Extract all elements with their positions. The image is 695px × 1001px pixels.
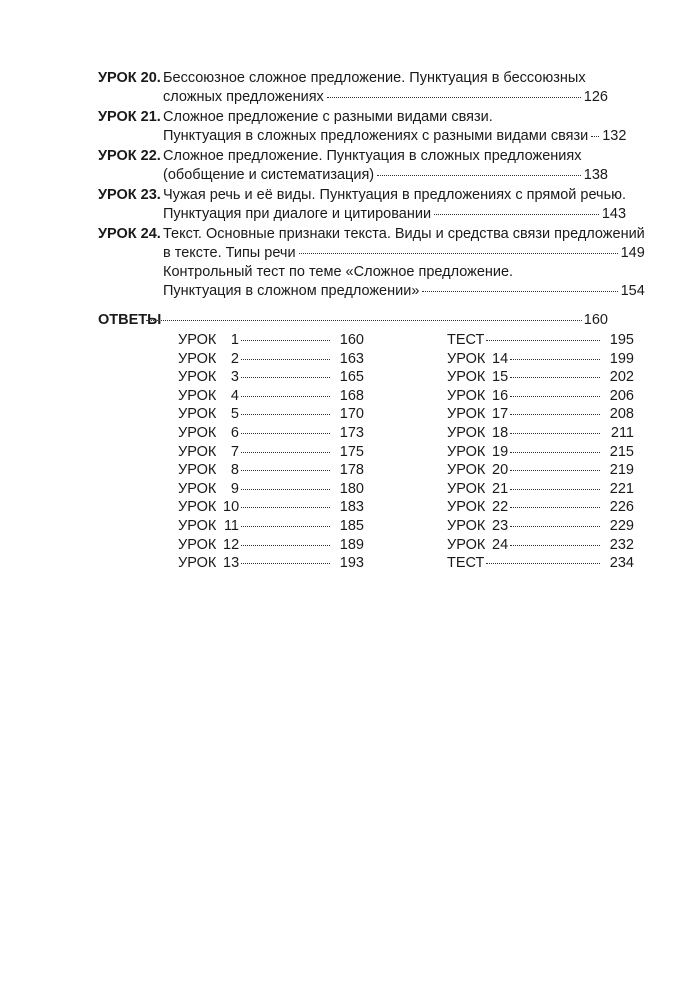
dot-leader bbox=[241, 489, 330, 490]
toc-entry-lesson-22[interactable] bbox=[98, 147, 608, 185]
page-number: 175 bbox=[339, 443, 364, 460]
dot-leader bbox=[146, 320, 582, 321]
row-word: УРОК bbox=[178, 350, 217, 367]
answers-row[interactable] bbox=[178, 350, 364, 369]
toc-line bbox=[163, 147, 608, 166]
row-num: 10 bbox=[223, 499, 240, 516]
page-number: 154 bbox=[620, 283, 645, 299]
dot-leader bbox=[327, 97, 581, 98]
answers-row[interactable] bbox=[178, 424, 364, 443]
answers-row[interactable] bbox=[447, 387, 634, 406]
toc-line bbox=[163, 108, 626, 127]
row-num: 24 bbox=[492, 536, 509, 553]
dot-leader bbox=[486, 563, 600, 564]
page-number: 170 bbox=[339, 406, 364, 423]
lesson-label: УРОК 21. bbox=[98, 109, 161, 125]
dot-leader bbox=[241, 340, 330, 341]
row-num: 1 bbox=[230, 332, 239, 348]
answers-row[interactable] bbox=[447, 498, 634, 517]
row-word: УРОК bbox=[178, 387, 217, 404]
row-num: 21 bbox=[492, 480, 509, 497]
toc-line-text: Пунктуация в сложных предложениях с разными видами связи bbox=[163, 128, 589, 144]
page-number: 234 bbox=[609, 555, 634, 572]
row-num: 23 bbox=[492, 517, 509, 534]
row-word: УРОК bbox=[447, 443, 486, 460]
dot-leader bbox=[241, 414, 330, 415]
answers-row[interactable] bbox=[447, 443, 634, 462]
page-number: 208 bbox=[609, 406, 634, 423]
page-number: 206 bbox=[609, 387, 634, 404]
answers-row[interactable] bbox=[447, 517, 634, 536]
page-number: 132 bbox=[602, 128, 627, 144]
row-num: 4 bbox=[230, 387, 239, 404]
lesson-label: УРОК 23. bbox=[98, 187, 161, 203]
dot-leader bbox=[241, 359, 330, 360]
row-word: УРОК bbox=[178, 480, 217, 497]
answers-row[interactable] bbox=[178, 480, 364, 499]
row-word: УРОК bbox=[178, 406, 217, 423]
dot-leader bbox=[510, 507, 600, 508]
row-word: ТЕСТ bbox=[447, 332, 485, 348]
page-number: 195 bbox=[609, 332, 634, 348]
table-of-contents bbox=[98, 69, 645, 330]
page-number: 160 bbox=[339, 332, 364, 348]
toc-line bbox=[163, 127, 626, 146]
dot-leader bbox=[241, 377, 330, 378]
page-number: 126 bbox=[583, 89, 608, 105]
dot-leader bbox=[299, 253, 618, 254]
row-num: 15 bbox=[492, 369, 509, 386]
row-num: 2 bbox=[230, 350, 239, 367]
answers-row[interactable] bbox=[178, 536, 364, 555]
dot-leader bbox=[434, 214, 599, 215]
answers-row[interactable] bbox=[447, 480, 634, 499]
answers-row[interactable] bbox=[178, 443, 364, 462]
toc-entry-lesson-24[interactable] bbox=[98, 225, 645, 301]
toc-line bbox=[163, 263, 645, 282]
toc-line bbox=[163, 205, 626, 224]
page-number: 199 bbox=[609, 350, 634, 367]
dot-leader bbox=[241, 545, 330, 546]
page-number: 163 bbox=[339, 350, 364, 367]
answers-index-right bbox=[447, 331, 634, 573]
toc-entry-lesson-21[interactable] bbox=[98, 108, 627, 146]
row-word: ТЕСТ bbox=[447, 555, 485, 572]
page-number: 183 bbox=[339, 499, 364, 516]
dot-leader bbox=[241, 452, 330, 453]
lesson-label: УРОК 20. bbox=[98, 70, 161, 86]
row-num: 6 bbox=[230, 424, 239, 441]
toc-line bbox=[163, 88, 608, 107]
row-word: УРОК bbox=[178, 517, 217, 534]
row-word: УРОК bbox=[178, 443, 217, 460]
toc-line-text: Сложное предложение с разными видами связи. bbox=[163, 109, 493, 125]
toc-line-text: Пунктуация в сложном предложении» bbox=[163, 283, 420, 299]
dot-leader bbox=[422, 291, 617, 292]
page-number: 189 bbox=[339, 536, 364, 553]
answers-row[interactable] bbox=[447, 331, 634, 350]
row-num: 3 bbox=[230, 369, 239, 386]
row-num: 18 bbox=[492, 424, 509, 441]
row-num: 12 bbox=[223, 536, 240, 553]
toc-line-text: Бессоюзное сложное предложение. Пунктуация в бессоюзных bbox=[163, 70, 586, 86]
page-number: 165 bbox=[339, 369, 364, 386]
row-num: 22 bbox=[492, 499, 509, 516]
page-number: 202 bbox=[609, 369, 634, 386]
dot-leader bbox=[241, 433, 330, 434]
dot-leader bbox=[510, 545, 600, 546]
page-number: 193 bbox=[339, 555, 364, 572]
answers-row[interactable] bbox=[178, 498, 364, 517]
dot-leader bbox=[241, 563, 330, 564]
row-num: 17 bbox=[492, 406, 509, 423]
dot-leader bbox=[510, 433, 600, 434]
row-word: УРОК bbox=[447, 536, 486, 553]
page-number: 160 bbox=[583, 312, 608, 328]
toc-line-text: Сложное предложение. Пунктуация в сложных предложениях bbox=[163, 148, 582, 164]
toc-line-text: сложных предложениях bbox=[163, 89, 324, 105]
row-word: УРОК bbox=[178, 369, 217, 386]
row-word: УРОК bbox=[178, 536, 217, 553]
lesson-label: УРОК 24. bbox=[98, 226, 161, 242]
dot-leader bbox=[241, 396, 330, 397]
toc-line-text: (обобщение и систематизация) bbox=[163, 167, 375, 183]
dot-leader bbox=[510, 489, 600, 490]
page-number: 211 bbox=[610, 424, 634, 441]
row-num: 19 bbox=[492, 443, 509, 460]
dot-leader bbox=[241, 470, 330, 471]
dot-leader bbox=[510, 359, 600, 360]
toc-line-text: Контрольный тест по теме «Сложное предложение. bbox=[163, 264, 514, 280]
toc-line bbox=[163, 282, 645, 301]
page-number: 221 bbox=[609, 480, 634, 497]
page-number: 168 bbox=[339, 387, 364, 404]
answers-row[interactable] bbox=[178, 554, 364, 573]
page-number: 229 bbox=[609, 517, 634, 534]
row-word: УРОК bbox=[447, 480, 486, 497]
answers-row[interactable] bbox=[178, 405, 364, 424]
toc-line bbox=[163, 166, 608, 185]
answers-row[interactable] bbox=[447, 536, 634, 555]
page-number: 232 bbox=[609, 536, 634, 553]
row-num: 11 bbox=[223, 517, 239, 534]
answers-row[interactable] bbox=[178, 368, 364, 387]
page-number: 215 bbox=[609, 443, 634, 460]
row-word: УРОК bbox=[447, 424, 486, 441]
toc-line bbox=[163, 244, 645, 263]
lesson-label: УРОК 22. bbox=[98, 148, 161, 164]
dot-leader bbox=[510, 377, 600, 378]
row-num: 8 bbox=[230, 462, 239, 479]
page-number: 138 bbox=[583, 167, 608, 183]
dot-leader bbox=[510, 452, 600, 453]
toc-line-text: Чужая речь и её виды. Пунктуация в предложениях с прямой речью. bbox=[163, 187, 627, 203]
toc-line-text: Пунктуация при диалоге и цитировании bbox=[163, 206, 432, 222]
answers-row[interactable] bbox=[178, 331, 364, 350]
page-number: 173 bbox=[339, 424, 364, 441]
dot-leader bbox=[591, 136, 599, 137]
row-word: УРОК bbox=[447, 517, 486, 534]
row-num: 14 bbox=[492, 350, 509, 367]
row-word: УРОК bbox=[447, 406, 486, 423]
row-word: УРОК bbox=[178, 499, 217, 516]
row-word: УРОК bbox=[447, 387, 486, 404]
dot-leader bbox=[510, 414, 600, 415]
toc-line bbox=[163, 186, 626, 205]
row-num: 7 bbox=[230, 443, 239, 460]
page-number: 226 bbox=[609, 499, 634, 516]
row-num: 16 bbox=[492, 387, 509, 404]
answers-row[interactable] bbox=[447, 368, 634, 387]
row-word: УРОК bbox=[178, 462, 217, 479]
toc-entry-lesson-20[interactable] bbox=[98, 69, 608, 107]
dot-leader bbox=[510, 526, 600, 527]
toc-entry-answers[interactable] bbox=[98, 311, 608, 330]
row-word: УРОК bbox=[178, 332, 217, 348]
answers-row[interactable] bbox=[447, 554, 634, 573]
dot-leader bbox=[241, 526, 330, 527]
page-number: 143 bbox=[601, 206, 627, 222]
page-number: 219 bbox=[609, 462, 634, 479]
dot-leader bbox=[486, 340, 600, 341]
answers-row[interactable] bbox=[178, 387, 364, 406]
toc-line bbox=[163, 225, 645, 244]
answers-row[interactable] bbox=[447, 461, 634, 480]
row-word: УРОК bbox=[447, 462, 486, 479]
page-number: 149 bbox=[620, 245, 645, 261]
dot-leader bbox=[241, 507, 330, 508]
toc-line-text: в тексте. Типы речи bbox=[163, 245, 296, 261]
answers-label: ОТВЕТЫ bbox=[98, 312, 162, 328]
dot-leader bbox=[377, 175, 581, 176]
answers-row[interactable] bbox=[178, 461, 364, 480]
row-word: УРОК bbox=[447, 369, 486, 386]
page-number: 178 bbox=[339, 462, 364, 479]
page-number: 185 bbox=[339, 517, 364, 534]
answers-row[interactable] bbox=[178, 517, 364, 536]
row-word: УРОК bbox=[447, 499, 486, 516]
row-num: 5 bbox=[230, 406, 239, 423]
answers-index-left bbox=[178, 331, 364, 573]
answers-row[interactable] bbox=[447, 424, 634, 443]
row-num: 20 bbox=[492, 462, 509, 479]
row-word: УРОК bbox=[178, 555, 217, 572]
row-word: УРОК bbox=[447, 350, 486, 367]
dot-leader bbox=[510, 396, 600, 397]
row-word: УРОК bbox=[178, 424, 217, 441]
toc-line-text: Текст. Основные признаки текста. Виды и средства связи предложений bbox=[163, 226, 645, 242]
page-number: 180 bbox=[339, 480, 364, 497]
row-num: 9 bbox=[230, 480, 239, 497]
dot-leader bbox=[510, 470, 600, 471]
answers-row[interactable] bbox=[447, 350, 634, 369]
answers-row[interactable] bbox=[447, 405, 634, 424]
toc-line bbox=[163, 69, 608, 88]
toc-entry-lesson-23[interactable] bbox=[98, 186, 627, 224]
row-num: 13 bbox=[223, 555, 240, 572]
